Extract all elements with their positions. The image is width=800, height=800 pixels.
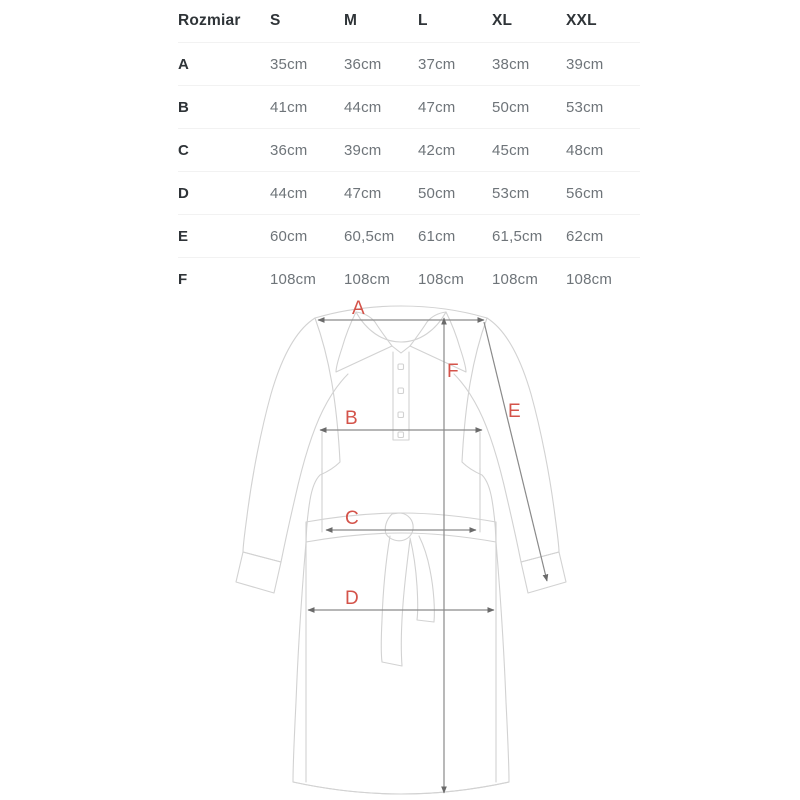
left-cuff [236,552,281,593]
cell-f-s: 108cm [270,270,317,288]
cell-f-m: 108cm [344,270,391,288]
cell-d-s: 44cm [270,172,344,215]
shoulder-seam [315,306,487,318]
cell-c-xl: 45cm [492,129,566,172]
left-sleeve [243,318,348,562]
size-table-container [178,0,640,300]
bodice-left-side [306,318,340,548]
header-size-xl: XL [492,0,566,43]
size-table-body [178,43,640,301]
header-size-s: S [270,0,344,43]
cell-e-xl: 61,5cm [492,215,566,258]
button-4 [398,432,404,438]
cell-a-l: 37cm [418,43,492,86]
cell-f-xl: 108cm [492,270,539,288]
table-row [178,86,640,129]
size-table-head [178,0,640,43]
garment-diagram [0,290,800,800]
skirt [293,542,509,794]
row-label-e: E [178,215,270,258]
cell-f-l: 108cm [418,270,465,288]
belt-tie-right [410,536,434,622]
header-size-xxl: XXL [566,0,640,43]
header-size-l: L [418,0,492,43]
cell-d-xxl: 56cm [566,172,640,215]
cell-d-m: 47cm [344,172,418,215]
label-c: C [345,508,359,529]
cell-e-l: 61cm [418,215,492,258]
table-row [178,215,640,258]
cell-e-s: 60cm [270,215,344,258]
table-row [178,172,640,215]
measurement-lines [308,318,547,793]
header-size-m: M [344,0,418,43]
collar-stand [392,346,410,353]
cell-a-xxl: 39cm [566,43,640,86]
cell-d-xl: 53cm [492,172,566,215]
table-row [178,129,640,172]
right-cuff [521,552,566,593]
table-row [178,43,640,86]
row-label-f: F [178,270,188,288]
button-placket [393,352,409,440]
cell-b-xl: 50cm [492,86,566,129]
label-e: E [508,401,521,422]
cell-e-m: 60,5cm [344,215,418,258]
dress-outline [236,306,566,794]
label-d: D [345,588,359,609]
label-b: B [345,408,358,429]
row-label-d: D [178,172,270,215]
button-3 [398,412,404,418]
collar-left [336,312,392,372]
cell-c-s: 36cm [270,129,344,172]
row-label-a: A [178,43,270,86]
table-header-row [178,0,640,43]
header-rozmiar: Rozmiar [178,0,270,43]
button-2 [398,388,404,394]
cell-f-xxl: 108cm [566,270,613,288]
cell-a-s: 35cm [270,43,344,86]
cell-d-l: 50cm [418,172,492,215]
button-1 [398,364,404,370]
cell-a-xl: 38cm [492,43,566,86]
belt-band [306,513,496,542]
belt-tie-left [381,536,410,666]
row-label-c: C [178,129,270,172]
skirt-hem [293,782,509,794]
size-table [178,0,640,300]
measure-line-e [484,322,547,581]
cell-a-m: 36cm [344,43,418,86]
right-sleeve [454,318,559,562]
measurement-labels [345,298,521,609]
cell-b-m: 44cm [344,86,418,129]
row-label-b: B [178,86,270,129]
label-f: F [447,361,459,382]
cell-c-xxl: 48cm [566,129,640,172]
label-a: A [352,298,365,319]
cell-e-xxl: 62cm [566,215,640,258]
cell-b-xxl: 53cm [566,86,640,129]
cell-c-m: 39cm [344,129,418,172]
cell-b-l: 47cm [418,86,492,129]
cell-b-s: 41cm [270,86,344,129]
cell-c-l: 42cm [418,129,492,172]
